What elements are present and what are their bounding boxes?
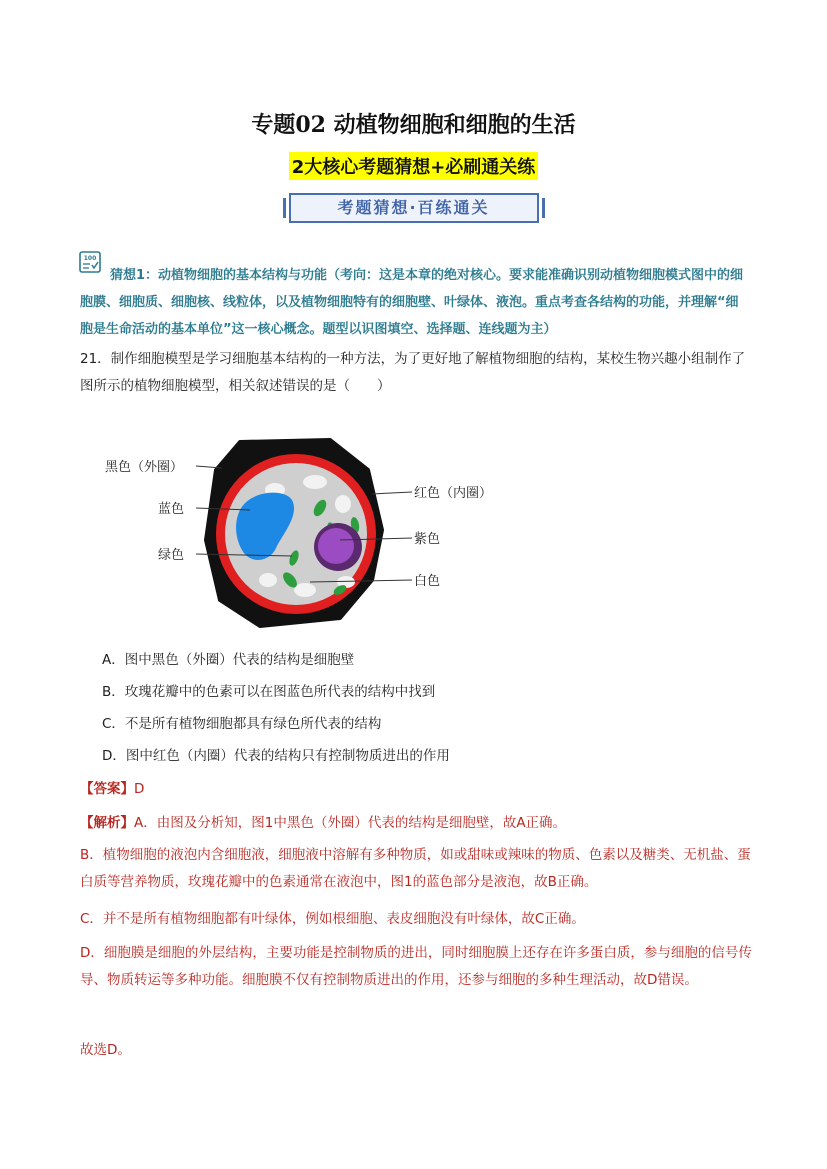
label-blue: 蓝色 bbox=[158, 502, 185, 517]
answer-value: D bbox=[134, 781, 145, 797]
answer-line bbox=[80, 776, 752, 803]
subtitle: 2大核心考题猜想+必刷通关练 bbox=[289, 152, 539, 180]
label-red: 红色（内圈） bbox=[414, 486, 493, 501]
analysis-conclusion: 故选D。 bbox=[80, 1042, 131, 1058]
subtitle-wrap bbox=[0, 152, 827, 180]
question-stem: 21．制作细胞模型是学习细胞基本结构的一种方法，为了更好地了解植物细胞的结构，某校生物兴趣小组制作了图所示的植物细胞模型，相关叙述错误的是（ ） bbox=[80, 351, 746, 394]
analysis-label: 【解析】 bbox=[80, 815, 134, 831]
analysis-d: D．细胞膜是细胞的外层结构，主要功能是控制物质的进出，同时细胞膜上还存在许多蛋白质，参与细胞的信号传导、物质转运等多种功能。细胞膜不仅有控制物质进出的作用，还参与细胞的多种生理活动，故D错误。 bbox=[80, 945, 752, 988]
guess-paragraph: 猜想1：动植物细胞的基本结构与功能（考向：这是本章的绝对核心。要求能准确识别动植物细胞模式图中的细胞膜、细胞质、细胞核、线粒体，以及植物细胞特有的细胞壁、叶绿体、液泡。重点考查各结构的功能，并理解“细胞是生命活动的基本单位”这一核心概念。题型以识图填空、选择题、连线题为主） bbox=[80, 268, 744, 337]
analysis-a: A．由图及分析知，图1中黑色（外圈）代表的结构是细胞壁，故A正确。 bbox=[134, 815, 567, 831]
analysis-line-a bbox=[80, 810, 752, 837]
analysis-c: C．并不是所有植物细胞都有叶绿体，例如根细胞、表皮细胞没有叶绿体，故C正确。 bbox=[80, 911, 585, 927]
page-title: 专题02 动植物细胞和细胞的生活 bbox=[251, 112, 576, 138]
banner-label: 考题猜想·百练通关 bbox=[337, 198, 490, 217]
label-white: 白色 bbox=[414, 574, 441, 589]
svg-text:100: 100 bbox=[83, 255, 97, 262]
option-c: C．不是所有植物细胞都具有绿色所代表的结构 bbox=[102, 716, 382, 732]
option-b: B．玫瑰花瓣中的色素可以在图蓝色所代表的结构中找到 bbox=[102, 684, 436, 700]
option-a: A．图中黑色（外圈）代表的结构是细胞壁 bbox=[102, 652, 355, 668]
analysis-b: B．植物细胞的液泡内含细胞液，细胞液中溶解有多种物质，如或甜味或辣味的物质、色素以及糖类、无机盐、蛋白质等营养物质，玫瑰花瓣中的色素通常在液泡中，图1的蓝色部分是液泡，故B正确。 bbox=[80, 847, 751, 890]
nucleus-shape bbox=[318, 528, 354, 564]
banner-wrap bbox=[0, 193, 827, 223]
answer-label: 【答案】 bbox=[80, 781, 134, 797]
plant-cell-model-figure bbox=[100, 430, 520, 640]
label-green: 绿色 bbox=[158, 548, 185, 563]
section-banner bbox=[289, 193, 539, 223]
label-black: 黑色（外圈） bbox=[105, 460, 184, 475]
option-d: D．图中红色（内圈）代表的结构只有控制物质进出的作用 bbox=[102, 748, 450, 764]
label-purple: 紫色 bbox=[414, 532, 441, 547]
